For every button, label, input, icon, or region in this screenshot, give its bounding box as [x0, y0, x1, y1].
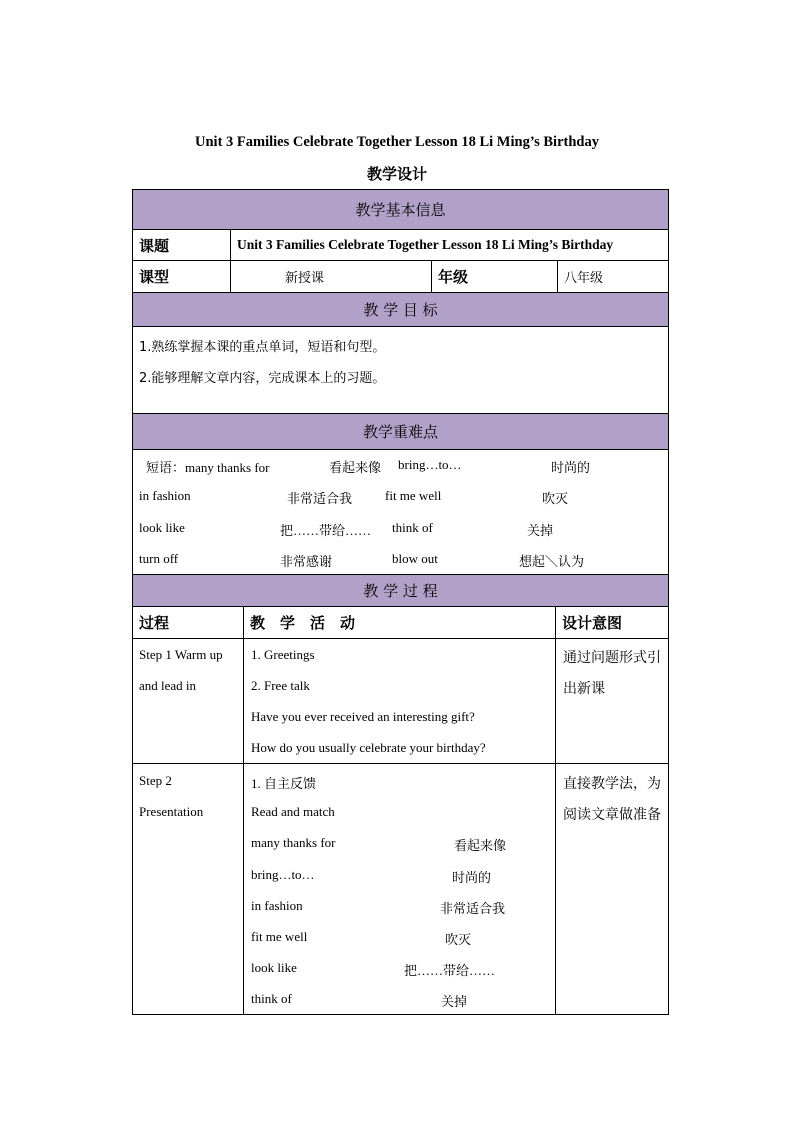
step-name-line: and lead in — [139, 678, 197, 693]
key-phrase: look like — [139, 520, 185, 535]
lesson-plan-table — [132, 189, 669, 1015]
key-phrase: 非常感谢 — [280, 554, 333, 569]
match-phrase-zh: 时尚的 — [452, 870, 492, 885]
step-name-line: Step 2 — [139, 773, 172, 788]
match-phrase-en: think of — [251, 991, 292, 1006]
key-phrase: turn off — [139, 551, 179, 566]
match-phrase-en: look like — [251, 960, 297, 975]
intent-line: 通过问题形式引 — [563, 650, 661, 666]
process-step-1 — [132, 639, 669, 764]
topic-row — [132, 230, 669, 261]
key-phrase: 看起来像 — [329, 460, 382, 475]
key-phrase: bring…to… — [398, 457, 462, 472]
activity-line: Have you ever received an interesting gift? — [251, 709, 475, 724]
key-phrase: 时尚的 — [551, 460, 591, 475]
match-phrase-zh: 吹灭 — [445, 932, 472, 947]
match-phrase-en: bring…to… — [251, 867, 315, 882]
key-phrase: 非常适合我 — [287, 491, 353, 506]
match-phrase-zh: 把……带给…… — [404, 963, 496, 978]
key-phrase: blow out — [392, 551, 438, 566]
key-phrase: think of — [392, 520, 433, 535]
key-phrase: 短语：many thanks for — [146, 460, 270, 475]
key-phrase: in fashion — [139, 488, 191, 503]
activity-line: How do you usually celebrate your birthday? — [251, 740, 486, 755]
document-subtitle: 教学设计 — [366, 165, 427, 183]
key-phrase: fit me well — [385, 488, 442, 503]
document-title: Unit 3 Families Celebrate Together Lesson 18 Li Ming’s Birthday — [195, 134, 599, 150]
process-step-2 — [132, 764, 669, 1015]
col-header-activity: 教 学 活 动 — [243, 607, 555, 638]
basic-info-header-text: 教学基本信息 — [355, 201, 446, 219]
process-header-text: 教 学 过 程 — [363, 582, 438, 600]
key-points-header — [132, 414, 669, 450]
intent-line: 直接教学法，为 — [563, 776, 661, 792]
match-phrase-en: many thanks for — [251, 835, 336, 850]
key-phrase: 关掉 — [527, 523, 554, 538]
objectives-header-text: 教 学 目 标 — [363, 301, 438, 319]
intent-line: 阅读文章做准备 — [563, 807, 661, 823]
grade-value: 八年级 — [557, 261, 668, 292]
key-phrase: 吹灭 — [542, 491, 569, 506]
match-phrase-en: in fashion — [251, 898, 303, 913]
objectives-body — [132, 327, 669, 414]
activity-line: 2. Free talk — [251, 678, 310, 693]
activity-line: 1. Greetings — [251, 647, 315, 662]
col-header-intent: 设计意图 — [555, 607, 668, 638]
match-phrase-zh: 关掉 — [441, 994, 468, 1009]
type-label: 课型 — [139, 268, 170, 286]
grade-label: 年级 — [431, 261, 557, 292]
topic-value: Unit 3 Families Celebrate Together Lesson 18 Li Ming’s Birthday — [230, 230, 668, 260]
key-phrase: 想起＼认为 — [519, 554, 585, 569]
activity-line: Read and match — [251, 804, 335, 819]
objectives-header — [132, 293, 669, 327]
type-value: 新授课 — [230, 261, 431, 292]
key-points-body — [132, 450, 669, 575]
step-name-line: Step 1 Warm up — [139, 647, 223, 662]
key-points-header-text: 教学重难点 — [362, 423, 438, 441]
match-phrase-zh: 看起来像 — [454, 838, 507, 853]
process-column-headers — [132, 607, 669, 639]
objective-item: 1.熟练掌握本课的重点单词，短语和句型。 — [139, 340, 386, 355]
process-header — [132, 575, 669, 607]
col-header-step: 过程 — [139, 614, 170, 632]
objective-item: 2.能够理解文章内容，完成课本上的习题。 — [139, 371, 386, 386]
intent-line: 出新课 — [563, 681, 605, 697]
topic-label: 课题 — [139, 236, 170, 255]
step-name-line: Presentation — [139, 804, 204, 819]
match-phrase-zh: 非常适合我 — [440, 901, 506, 916]
match-phrase-en: fit me well — [251, 929, 308, 944]
type-grade-row — [132, 261, 669, 293]
activity-line: 1. 自主反馈 — [251, 776, 317, 791]
key-phrase: 把……带给…… — [280, 523, 372, 538]
basic-info-header — [132, 189, 669, 230]
